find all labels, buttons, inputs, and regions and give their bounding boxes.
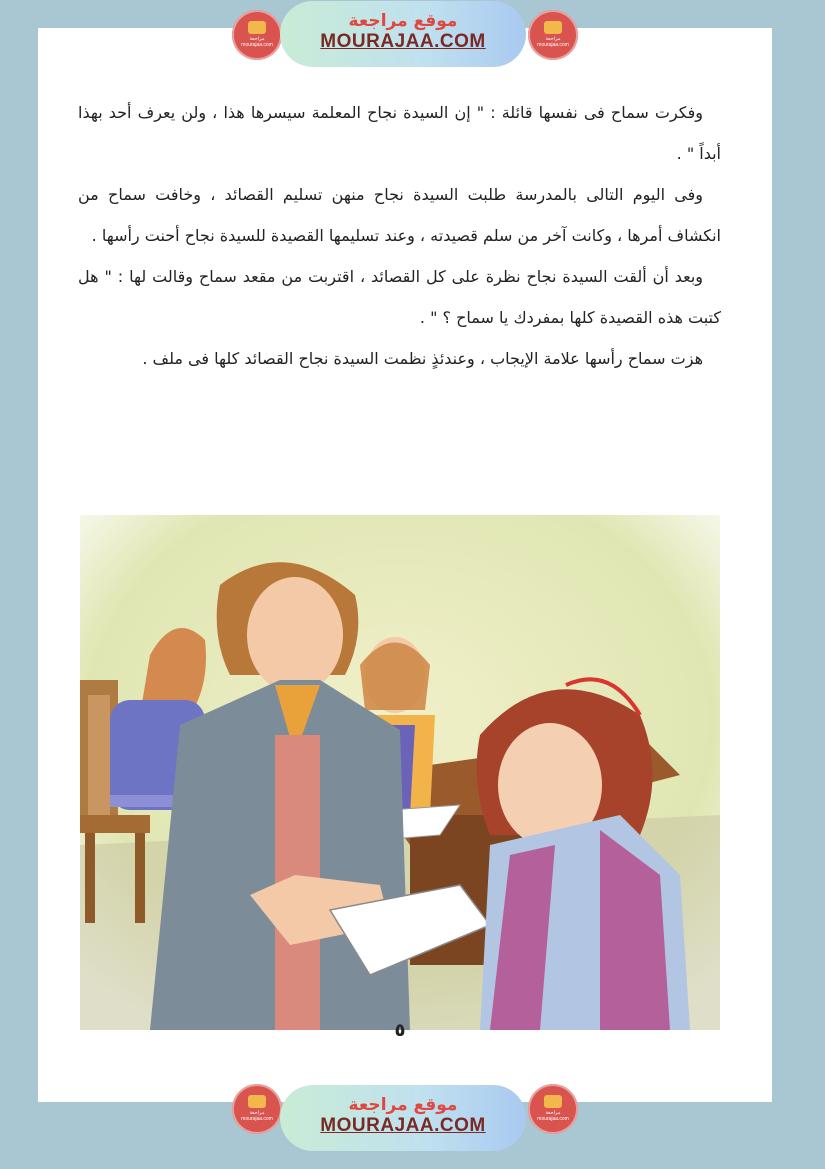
story-text (78, 92, 721, 379)
site-logo-icon: مراجعة mourajaa.com (232, 1084, 282, 1134)
site-name-arabic: موقع مراجعة (348, 11, 458, 31)
site-banner-bottom[interactable] (280, 1085, 526, 1151)
story-paragraph: وفكرت سماح فى نفسها قائلة : " إن السيدة نجاح المعلمة سيسرها هذا ، ولن يعرف أحد بهذا أبداً " . (78, 103, 721, 163)
story-paragraph: وفى اليوم التالى بالمدرسة طلبت السيدة نجاح منهن تسليم القصائد ، وخافت سماح من انكشاف أمرها ، وكانت آخر من سلم قصيدته ، وعند تسليمها القصيدة للسيدة نجاح أحنت رأسها . (78, 185, 721, 245)
site-banner-top[interactable] (280, 1, 526, 67)
site-logo-icon: مراجعة mourajaa.com (232, 10, 282, 60)
book-icon (248, 1095, 266, 1108)
site-logo-icon: مراجعة mourajaa.com (528, 1084, 578, 1134)
classroom-illustration (80, 515, 720, 1030)
page-number: ٥ (394, 1020, 406, 1041)
site-name-arabic: موقع مراجعة (348, 1095, 458, 1115)
site-name-latin[interactable]: MOURAJAA.COM (320, 31, 486, 52)
book-icon (248, 21, 266, 34)
story-paragraph: هزت سماح رأسها علامة الإيجاب ، وعندئذٍ نظمت السيدة نجاح القصائد كلها فى ملف . (142, 349, 703, 368)
book-icon (544, 21, 562, 34)
story-paragraph: وبعد أن ألقت السيدة نجاح نظرة على كل القصائد ، اقتربت من مقعد سماح وقالت لها : " هل كتبت هذه القصيدة كلها بمفردك يا سماح ؟ " . (78, 267, 721, 327)
site-logo-icon: مراجعة mourajaa.com (528, 10, 578, 60)
book-icon (544, 1095, 562, 1108)
site-name-latin[interactable]: MOURAJAA.COM (320, 1115, 486, 1136)
